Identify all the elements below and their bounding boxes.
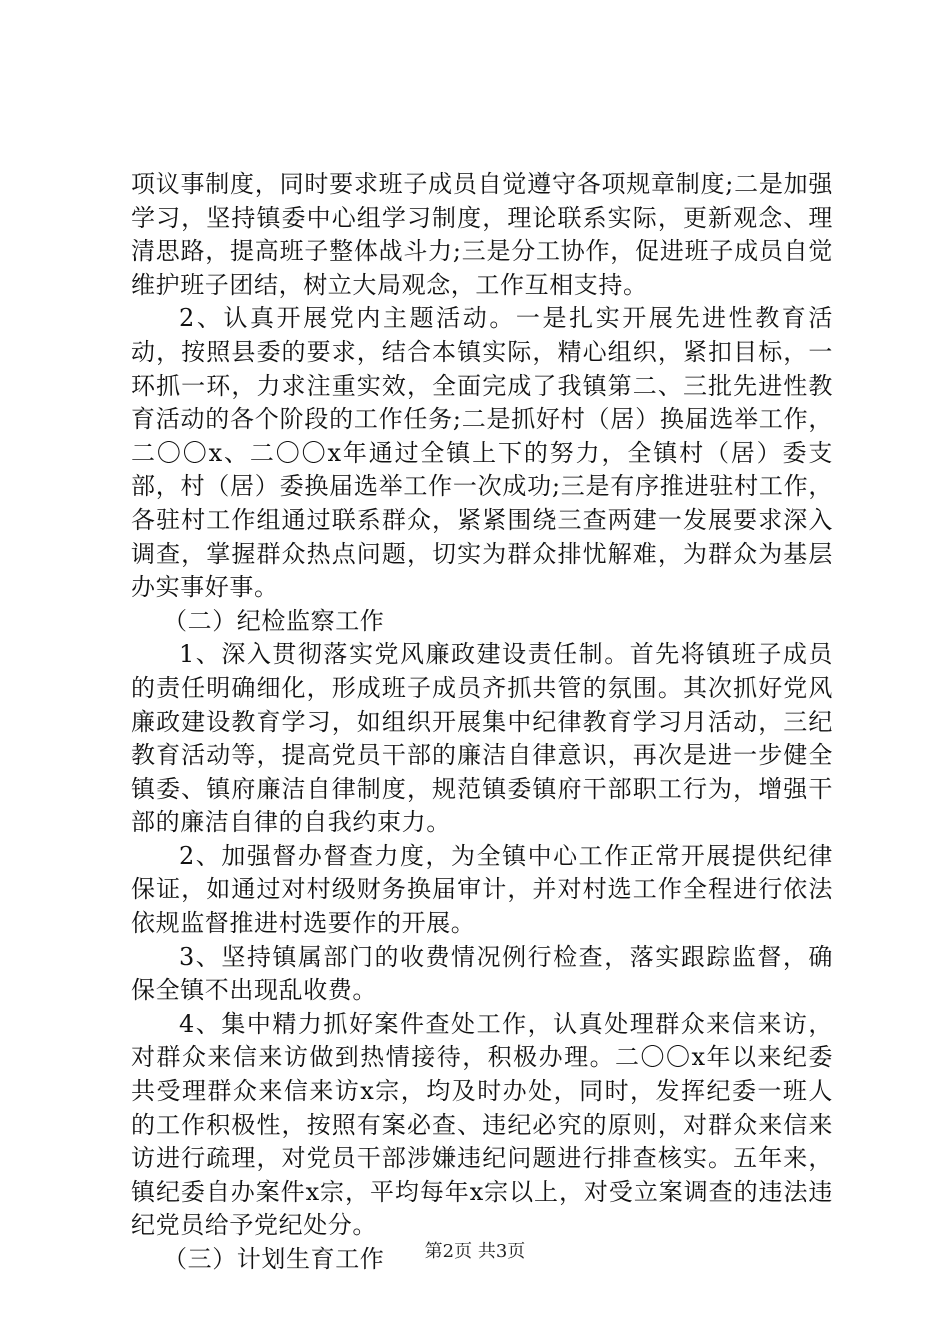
page-footer: 第2页 共3页 — [424, 1241, 526, 1262]
paragraph-party-activities: 2、认真开展党内主题活动。一是扎实开展先进性教育活动，按照县委的要求，结合本镇实际，精心组织，紧扣目标，一环抓一环，力求注重实效，全面完成了我镇第二、三批先进性教育活动的各个阶段的工作任务;二是抓好村（居）换届选举工作，二〇〇x、二〇〇x年通过全镇上下的努力，全镇村（居）委支部，村（居）委换届选举工作一次成功;三是有序推进驻村工作，各驻村工作组通过联系群众，紧紧围绕三查两建一发展要求深入调查，掌握群众热点问题，切实为群众排忧解难，为群众为基层办实事好事。 — [131, 304, 833, 602]
paragraph-supervision: 2、加强督办督查力度，为全镇中心工作正常开展提供纪律保证，如通过对村级财务换届审计，并对村选工作全程进行依法依规监督推进村选要作的开展。 — [131, 841, 833, 938]
paragraph-case-handling: 4、集中精力抓好案件查处工作，认真处理群众来信来访，对群众来信来访做到热情接待，积极办理。二〇〇x年以来纪委共受理群众来信来访x宗，均及时办处，同时，发挥纪委一班人的工作积极性，按照有案必查、违纪必究的原则，对群众来信来访进行疏理，对党员干部涉嫌违纪问题进行排查核实。五年来，镇纪委自办案件x宗，平均每年x宗以上，对受立案调查的违法违纪党员给予党纪处分。 — [131, 1009, 833, 1240]
section-heading-discipline: （二）纪检监察工作 — [163, 606, 385, 635]
paragraph-anti-corruption: 1、深入贯彻落实党风廉政建设责任制。首先将镇班子成员的责任明确细化，形成班子成员齐抓共管的氛围。其次抓好党风廉政建设教育学习，如组织开展集中纪律教育学习月活动，三纪教育活动等，提高党员干部的廉洁自律意识，再次是进一步健全镇委、镇府廉洁自律制度，规范镇委镇府干部职工行为，增强干部的廉洁自律的自我约束力。 — [131, 640, 833, 837]
section-heading-family-planning: （三）计划生育工作 — [163, 1245, 385, 1273]
document-body — [131, 168, 833, 1277]
paragraph-continuation: 项议事制度，同时要求班子成员自觉遵守各项规章制度;二是加强学习，坚持镇委中心组学习制度，理论联系实际，更新观念、理清思路，提高班子整体战斗力;三是分工协作，促进班子成员自觉维护班子团结，树立大局观念，工作互相支持。 — [131, 170, 833, 299]
paragraph-fee-inspection: 3、坚持镇属部门的收费情况例行检查，落实跟踪监督，确保全镇不出现乱收费。 — [131, 942, 833, 1005]
